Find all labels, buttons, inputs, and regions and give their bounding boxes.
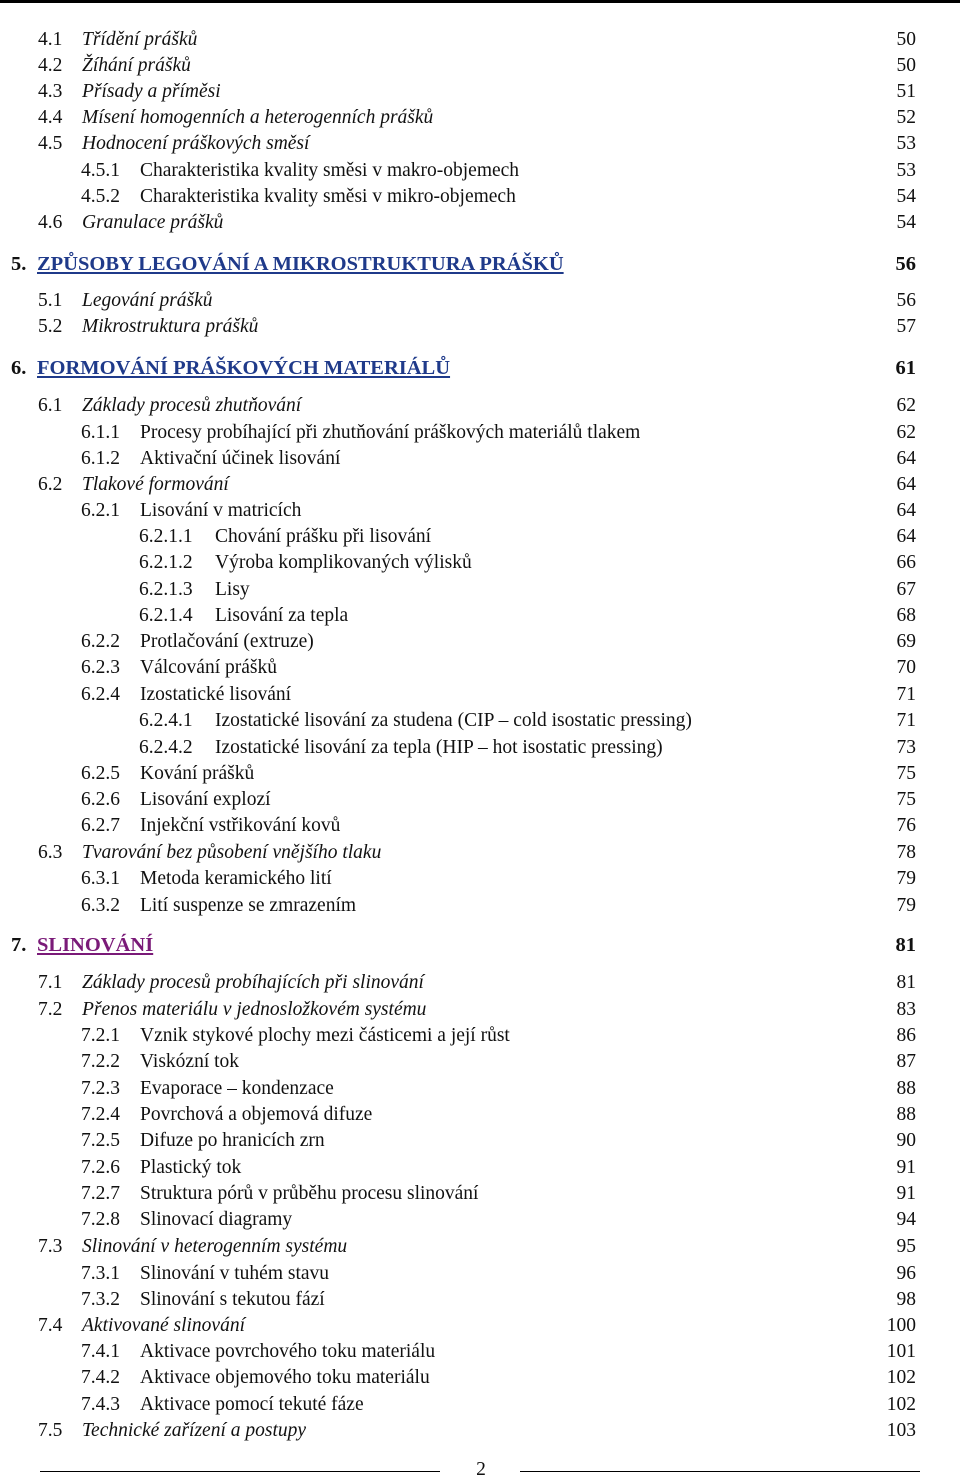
toc-entry — [0, 1393, 960, 1417]
toc-entry — [0, 1182, 960, 1206]
toc-entry-title: Aktivace povrchového toku materiálu — [140, 1341, 436, 1362]
toc-entry-title: Tvarování bez působení vnějšího tlaku — [82, 842, 382, 863]
toc-entry-number: 7.2 — [38, 999, 63, 1020]
toc-entry-page: 61 — [895, 357, 916, 379]
toc-entry-page: 76 — [896, 815, 916, 836]
toc-entry-page: 62 — [896, 395, 916, 416]
toc-entry-page: 94 — [896, 1209, 916, 1230]
toc-entry-page: 52 — [896, 107, 916, 128]
toc-entry-number: 6. — [11, 357, 27, 379]
toc-entry-number: 6.2.6 — [81, 789, 120, 810]
toc-entry-title: Lisy — [215, 579, 250, 600]
toc-entry-title: Metoda keramického lití — [140, 868, 332, 889]
toc-entry-number: 6.3.2 — [81, 895, 120, 916]
toc-entry-page: 62 — [896, 422, 916, 443]
toc-entry-page: 71 — [896, 710, 916, 731]
toc-entry — [0, 447, 960, 471]
toc-entry-number: 7.4.2 — [81, 1367, 120, 1388]
toc-entry — [0, 1103, 960, 1127]
toc-entry-number: 7.2.7 — [81, 1183, 120, 1204]
toc-entry — [0, 841, 960, 865]
toc-entry — [0, 1288, 960, 1312]
toc-entry-number: 7.4.1 — [81, 1341, 120, 1362]
toc-entry-title: Přísady a příměsi — [82, 81, 221, 102]
toc-entry — [0, 788, 960, 812]
toc-entry-number: 4.6 — [38, 212, 63, 233]
toc-entry — [0, 814, 960, 838]
toc-entry — [0, 630, 960, 654]
toc-entry-page: 102 — [886, 1367, 916, 1388]
toc-entry-page: 50 — [896, 55, 916, 76]
toc-entry — [0, 1050, 960, 1074]
toc-entry-title: Izostatické lisování za studena (CIP – cold isostatic pressing) — [215, 710, 692, 731]
toc-entry-title: Granulace prášků — [82, 212, 224, 233]
toc-entry-title: Technické zařízení a postupy — [82, 1420, 307, 1441]
toc-chapter-link[interactable]: ZPŮSOBY LEGOVÁNÍ A MIKROSTRUKTURA PRÁŠKŮ — [37, 253, 564, 275]
toc-chapter-entry[interactable] — [0, 252, 960, 276]
toc-entry-title: Třídění prášků — [82, 29, 198, 50]
toc-entry-number: 7.3.1 — [81, 1263, 120, 1284]
toc-entry — [0, 28, 960, 52]
toc-entry-number: 7.2.3 — [81, 1078, 120, 1099]
toc-entry — [0, 421, 960, 445]
toc-entry — [0, 1024, 960, 1048]
toc-entry-title: Struktura pórů v průběhu procesu slinování — [140, 1183, 479, 1204]
toc-entry-title: Procesy probíhající při zhutňování práškových materiálů tlakem — [140, 422, 641, 443]
toc-entry-number: 4.4 — [38, 107, 63, 128]
toc-entry-title: Lisování za tepla — [215, 605, 349, 626]
toc-entry-title: Mikrostruktura prášků — [82, 316, 259, 337]
toc-entry-page: 90 — [896, 1130, 916, 1151]
toc-chapter-link[interactable]: FORMOVÁNÍ PRÁŠKOVÝCH MATERIÁLŮ — [37, 357, 451, 379]
toc-entry-number: 4.2 — [38, 55, 63, 76]
toc-entry-title: Slinování v tuhém stavu — [140, 1263, 330, 1284]
toc-entry-page: 86 — [896, 1025, 916, 1046]
toc-entry-number: 6.1.1 — [81, 422, 120, 443]
toc-entry — [0, 106, 960, 130]
toc-entry-number: 6.2.1.1 — [139, 526, 193, 547]
toc-entry-page: 91 — [896, 1183, 916, 1204]
toc-entry-page: 67 — [896, 579, 916, 600]
toc-entry — [0, 211, 960, 235]
toc-entry-title: Difuze po hranicích zrn — [140, 1130, 325, 1151]
toc-entry-title: Hodnocení práškových směsí — [82, 133, 310, 154]
toc-entry-title: Evaporace – kondenzace — [140, 1078, 334, 1099]
toc-entry — [0, 1366, 960, 1390]
toc-entry — [0, 867, 960, 891]
toc-entry — [0, 894, 960, 918]
toc-entry-number: 7.2.4 — [81, 1104, 120, 1125]
toc-entry-number: 7.2.1 — [81, 1025, 120, 1046]
toc-entry-number: 7.4 — [38, 1315, 63, 1336]
toc-entry-title: Lisování explozí — [140, 789, 271, 810]
toc-entry — [0, 1235, 960, 1259]
toc-entry-number: 7.2.2 — [81, 1051, 120, 1072]
toc-entry — [0, 1156, 960, 1180]
toc-entry — [0, 1314, 960, 1338]
toc-entry — [0, 971, 960, 995]
toc-entry-number: 7.5 — [38, 1420, 63, 1441]
toc-entry-number: 6.2.2 — [81, 631, 120, 652]
toc-entry-page: 51 — [896, 81, 916, 102]
toc-entry-title: Chování prášku při lisování — [215, 526, 432, 547]
toc-entry-title: Aktivace pomocí tekuté fáze — [140, 1394, 364, 1415]
toc-entry — [0, 289, 960, 313]
toc-entry-page: 69 — [896, 631, 916, 652]
toc-entry-title: Mísení homogenních a heterogenních prášků — [82, 107, 434, 128]
toc-entry-title: Přenos materiálu v jednosložkovém systému — [82, 999, 427, 1020]
toc-entry-page: 102 — [886, 1394, 916, 1415]
toc-entry-number: 5. — [11, 253, 27, 275]
toc-entry-page: 64 — [896, 474, 916, 495]
toc-entry-page: 95 — [896, 1236, 916, 1257]
toc-entry-number: 5.2 — [38, 316, 63, 337]
toc-entry-number: 7.2.8 — [81, 1209, 120, 1230]
toc-entry-number: 6.2.7 — [81, 815, 120, 836]
toc-chapter-entry[interactable] — [0, 356, 960, 380]
toc-entry — [0, 499, 960, 523]
toc-entry-page: 103 — [886, 1420, 916, 1441]
toc-entry-page: 87 — [896, 1051, 916, 1072]
toc-entry-title: Slinování s tekutou fází — [140, 1289, 325, 1310]
toc-entry-number: 7.2.5 — [81, 1130, 120, 1151]
toc-entry-title: Slinovací diagramy — [140, 1209, 293, 1230]
toc-entry-page: 100 — [886, 1315, 916, 1336]
toc-entry — [0, 394, 960, 418]
toc-entry — [0, 762, 960, 786]
toc-entry-number: 4.5 — [38, 133, 63, 154]
toc-entry — [0, 54, 960, 78]
toc-entry-title: Válcování prášků — [140, 657, 277, 678]
toc-entry-page: 81 — [895, 934, 916, 956]
toc-entry — [0, 578, 960, 602]
toc-entry — [0, 185, 960, 209]
toc-entry — [0, 1262, 960, 1286]
toc-entry-page: 101 — [886, 1341, 916, 1362]
toc-entry-page: 81 — [896, 972, 916, 993]
toc-entry-page: 71 — [896, 684, 916, 705]
toc-entry-number: 6.1.2 — [81, 448, 120, 469]
toc-entry-page: 66 — [896, 552, 916, 573]
toc-entry-page: 50 — [896, 29, 916, 50]
toc-entry-page: 83 — [896, 999, 916, 1020]
toc-entry-page: 79 — [896, 868, 916, 889]
toc-entry-title: Izostatické lisování za tepla (HIP – hot isostatic pressing) — [215, 737, 663, 758]
toc-entry — [0, 525, 960, 549]
toc-entry — [0, 132, 960, 156]
toc-entry-title: Vznik stykové plochy mezi částicemi a její růst — [140, 1025, 510, 1046]
toc-entry-number: 5.1 — [38, 290, 63, 311]
toc-entry-number: 4.5.2 — [81, 186, 120, 207]
toc-entry-number: 6.3 — [38, 842, 63, 863]
toc-entry — [0, 1208, 960, 1232]
toc-entry-page: 56 — [896, 290, 916, 311]
toc-entry-number: 6.2 — [38, 474, 63, 495]
toc-entry-page: 64 — [896, 448, 916, 469]
toc-entry-title: Charakteristika kvality směsi v makro-objemech — [140, 160, 520, 181]
toc-entry-number: 7.2.6 — [81, 1157, 120, 1178]
toc-entry — [0, 159, 960, 183]
toc-entry-title: Izostatické lisování — [140, 684, 292, 705]
toc-entry-title: Kování prášků — [140, 763, 255, 784]
toc-entry-number: 6.2.3 — [81, 657, 120, 678]
toc-entry-number: 6.2.4.1 — [139, 710, 193, 731]
toc-entry-title: Lisování v matricích — [140, 500, 302, 521]
toc-entry-number: 7.4.3 — [81, 1394, 120, 1415]
toc-chapter-link[interactable]: SLINOVÁNÍ — [37, 934, 154, 956]
toc-entry — [0, 1419, 960, 1443]
toc-entry-title: Základy procesů probíhajících při slinování — [82, 972, 424, 993]
toc-entry-title: Lití suspenze se zmrazením — [140, 895, 357, 916]
page-number: 2 — [476, 1459, 486, 1480]
toc-entry-page: 53 — [896, 133, 916, 154]
toc-entry-page: 53 — [896, 160, 916, 181]
toc-entry-number: 6.3.1 — [81, 868, 120, 889]
toc-entry-title: Aktivační účinek lisování — [140, 448, 341, 469]
toc-entry — [0, 1077, 960, 1101]
toc-entry-page: 98 — [896, 1289, 916, 1310]
toc-entry-number: 4.3 — [38, 81, 63, 102]
toc-entry-page: 96 — [896, 1263, 916, 1284]
toc-entry-page: 75 — [896, 789, 916, 810]
toc-entry-number: 4.5.1 — [81, 160, 120, 181]
toc-entry-title: Injekční vstřikování kovů — [140, 815, 341, 836]
toc-entry-page: 54 — [896, 212, 916, 233]
toc-entry-title: Legování prášků — [82, 290, 213, 311]
toc-entry — [0, 551, 960, 575]
toc-entry-page: 78 — [896, 842, 916, 863]
toc-entry-title: Žíhání prášků — [82, 55, 191, 76]
toc-entry-title: Charakteristika kvality směsi v mikro-objemech — [140, 186, 516, 207]
toc-entry-number: 7. — [11, 934, 27, 956]
toc-entry-number: 7.3 — [38, 1236, 63, 1257]
toc-entry-title: Výroba komplikovaných výlisků — [215, 552, 472, 573]
toc-entry-number: 6.1 — [38, 395, 63, 416]
toc-entry-title: Povrchová a objemová difuze — [140, 1104, 373, 1125]
toc-entry — [0, 709, 960, 733]
footer-rule-left — [40, 1471, 440, 1472]
toc-entry-title: Slinování v heterogenním systému — [82, 1236, 348, 1257]
toc-entry-number: 7.3.2 — [81, 1289, 120, 1310]
toc-entry-page: 56 — [895, 253, 916, 275]
toc-entry-page: 91 — [896, 1157, 916, 1178]
toc-entry-page: 64 — [896, 526, 916, 547]
toc-entry — [0, 736, 960, 760]
toc-entry-page: 88 — [896, 1104, 916, 1125]
toc-entry-number: 6.2.1.4 — [139, 605, 193, 626]
toc-entry-page: 75 — [896, 763, 916, 784]
toc-chapter-entry[interactable] — [0, 933, 960, 957]
toc-entry-page: 88 — [896, 1078, 916, 1099]
toc-entry-number: 6.2.5 — [81, 763, 120, 784]
toc-entry — [0, 683, 960, 707]
toc-entry-page: 57 — [896, 316, 916, 337]
toc-entry-page: 79 — [896, 895, 916, 916]
footer-rule-right — [520, 1471, 920, 1472]
toc-entry-number: 4.1 — [38, 29, 63, 50]
toc-entry-page: 68 — [896, 605, 916, 626]
toc-entry-number: 7.1 — [38, 972, 63, 993]
toc-entry-title: Aktivace objemového toku materiálu — [140, 1367, 430, 1388]
toc-entry-title: Protlačování (extruze) — [140, 631, 314, 652]
toc-entry — [0, 1129, 960, 1153]
toc-entry-number: 6.2.1.2 — [139, 552, 193, 573]
toc-entry-title: Základy procesů zhutňování — [82, 395, 302, 416]
toc-entry-page: 73 — [896, 737, 916, 758]
toc-entry-number: 6.2.4.2 — [139, 737, 193, 758]
toc-entry — [0, 315, 960, 339]
toc-entry-title: Plastický tok — [140, 1157, 242, 1178]
toc-entry — [0, 473, 960, 497]
toc-entry-number: 6.2.1.3 — [139, 579, 193, 600]
toc-entry-number: 6.2.1 — [81, 500, 120, 521]
toc-entry-page: 70 — [896, 657, 916, 678]
toc-entry — [0, 1340, 960, 1364]
toc-entry — [0, 80, 960, 104]
toc-entry-number: 6.2.4 — [81, 684, 120, 705]
toc-entry-title: Aktivované slinování — [82, 1315, 245, 1336]
toc-entry — [0, 998, 960, 1022]
toc-entry-page: 64 — [896, 500, 916, 521]
toc-entry — [0, 604, 960, 628]
toc-entry-title: Viskózní tok — [140, 1051, 240, 1072]
toc-entry-title: Tlakové formování — [82, 474, 229, 495]
toc-entry — [0, 656, 960, 680]
toc-entry-page: 54 — [896, 186, 916, 207]
